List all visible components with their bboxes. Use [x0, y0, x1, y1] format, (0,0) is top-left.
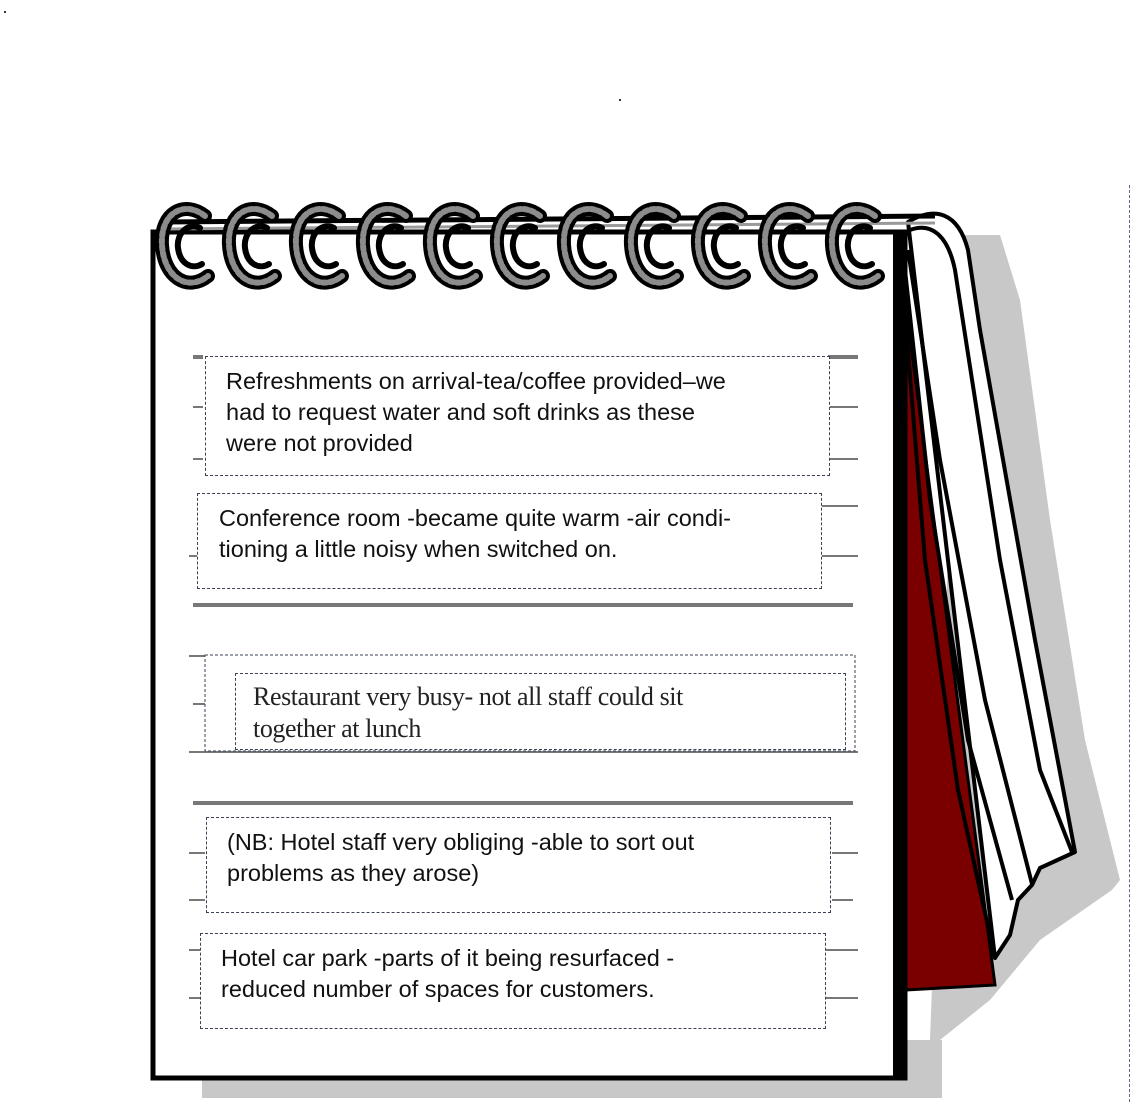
note-conference-room: Conference room -became quite warm -air condi- tioning a little noisy when switched on.	[197, 493, 822, 589]
note-refreshments: Refreshments on arrival-tea/coffee provided–we had to request water and soft drinks as these were not provided	[205, 356, 830, 476]
note-hotel-staff: (NB: Hotel staff very obliging -able to sort out problems as they arose)	[206, 817, 831, 913]
note-car-park: Hotel car park -parts of it being resurfaced - reduced number of spaces for customers.	[200, 933, 826, 1029]
note-restaurant: Restaurant very busy- not all staff could sit together at lunch	[235, 673, 846, 750]
